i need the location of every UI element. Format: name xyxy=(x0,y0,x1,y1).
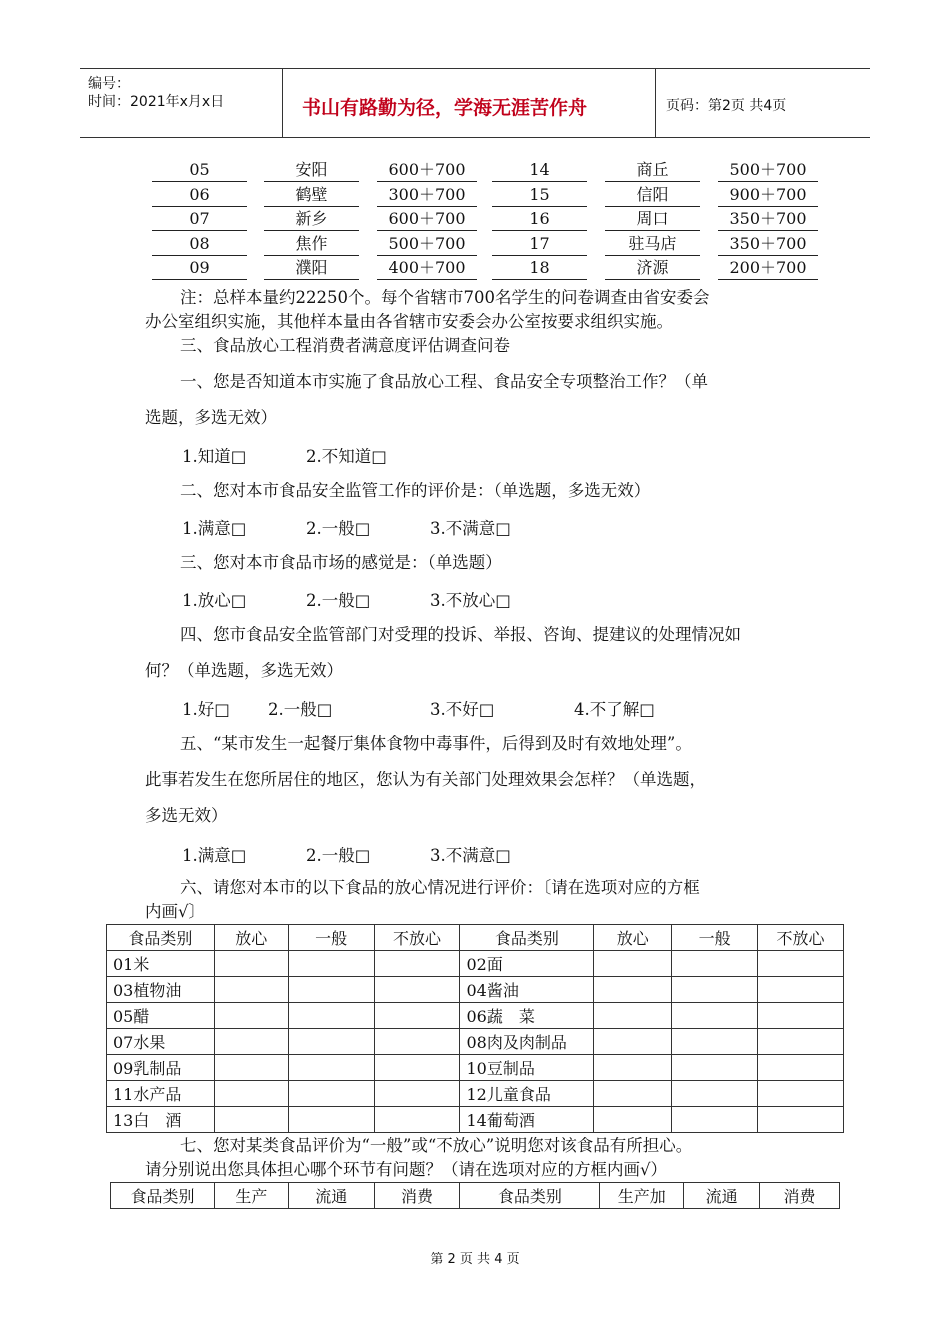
rating-checkbox-cell[interactable] xyxy=(214,1029,288,1055)
food-category-label: 08肉及肉制品 xyxy=(460,1029,594,1055)
q5-text-line3: 多选无效） xyxy=(145,806,228,825)
region-cell-no-a: 07 xyxy=(152,208,247,231)
rating-checkbox-cell[interactable] xyxy=(214,1003,288,1029)
column-header: 流通 xyxy=(684,1183,760,1209)
q3-option-unassured[interactable]: 3.不放心□ xyxy=(430,591,511,610)
rating-checkbox-cell[interactable] xyxy=(214,951,288,977)
rating-checkbox-cell[interactable] xyxy=(288,1029,374,1055)
region-cell-no-a: 06 xyxy=(152,184,247,207)
q3-text: 三、您对本市食品市场的感觉是：（单选题） xyxy=(180,553,502,572)
column-header: 不放心 xyxy=(758,925,844,951)
rating-checkbox-cell[interactable] xyxy=(672,1081,758,1107)
rating-checkbox-cell[interactable] xyxy=(594,977,672,1003)
food-category-label: 05醋 xyxy=(107,1003,215,1029)
q2-option-satisfied[interactable]: 1.满意□ xyxy=(182,519,247,538)
q3-option-average[interactable]: 2.一般□ xyxy=(306,591,371,610)
region-cell-n-a: 600＋700 xyxy=(377,208,477,231)
rating-checkbox-cell[interactable] xyxy=(758,1081,844,1107)
q4-option-good[interactable]: 1.好□ xyxy=(182,700,230,719)
region-cell-city-a: 安阳 xyxy=(264,159,359,182)
region-cell-n-b: 900＋700 xyxy=(718,184,818,207)
q3-option-assured[interactable]: 1.放心□ xyxy=(182,591,247,610)
rating-checkbox-cell[interactable] xyxy=(214,977,288,1003)
column-header: 不放心 xyxy=(374,925,460,951)
column-header: 食品类别 xyxy=(460,1183,600,1209)
q4-option-bad[interactable]: 3.不好□ xyxy=(430,700,495,719)
region-cell-city-b: 商丘 xyxy=(605,159,700,182)
q6-text-line1: 六、请您对本市的以下食品的放心情况进行评价：〔请在选项对应的方框 xyxy=(180,878,700,897)
region-cell-no-b: 18 xyxy=(492,257,587,280)
food-category-label: 11水产品 xyxy=(107,1081,215,1107)
table-row xyxy=(107,977,844,1003)
header-divider xyxy=(282,69,283,137)
region-cell-no-b: 16 xyxy=(492,208,587,231)
q4-option-unknown[interactable]: 4.不了解□ xyxy=(574,700,655,719)
column-header: 一般 xyxy=(288,925,374,951)
region-cell-n-a: 500＋700 xyxy=(377,233,477,256)
food-category-label: 04酱油 xyxy=(460,977,594,1003)
table-row xyxy=(107,1081,844,1107)
region-cell-no-a: 09 xyxy=(152,257,247,280)
rating-checkbox-cell[interactable] xyxy=(288,1107,374,1133)
region-cell-city-a: 鹤壁 xyxy=(264,184,359,207)
food-category-label: 02面 xyxy=(460,951,594,977)
region-cell-city-b: 驻马店 xyxy=(605,233,700,256)
table-row xyxy=(107,1055,844,1081)
region-cell-city-a: 焦作 xyxy=(264,233,359,256)
food-category-label: 03植物油 xyxy=(107,977,215,1003)
header-motto: 书山有路勤为径，学海无涯苦作舟 xyxy=(302,97,588,119)
concern-stage-table xyxy=(110,1182,840,1209)
rating-checkbox-cell[interactable] xyxy=(758,951,844,977)
table-row xyxy=(107,951,844,977)
rating-checkbox-cell[interactable] xyxy=(672,1029,758,1055)
column-header: 生产加 xyxy=(600,1183,684,1209)
column-header: 食品类别 xyxy=(111,1183,215,1209)
rating-checkbox-cell[interactable] xyxy=(594,1055,672,1081)
rating-checkbox-cell[interactable] xyxy=(672,1107,758,1133)
q2-option-average[interactable]: 2.一般□ xyxy=(306,519,371,538)
table-header-row xyxy=(107,925,844,951)
q2-option-unsatisfied[interactable]: 3.不满意□ xyxy=(430,519,511,538)
rating-checkbox-cell[interactable] xyxy=(288,977,374,1003)
food-category-label: 09乳制品 xyxy=(107,1055,215,1081)
table-row xyxy=(107,1029,844,1055)
q2-text: 二、您对本市食品安全监管工作的评价是：（单选题，多选无效） xyxy=(180,481,651,500)
region-cell-n-b: 350＋700 xyxy=(718,233,818,256)
rating-checkbox-cell[interactable] xyxy=(288,1055,374,1081)
rating-checkbox-cell[interactable] xyxy=(594,951,672,977)
q5-option-average[interactable]: 2.一般□ xyxy=(306,846,371,865)
column-header: 放心 xyxy=(214,925,288,951)
q1-option-not-know[interactable]: 2.不知道□ xyxy=(306,447,387,466)
region-cell-no-a: 08 xyxy=(152,233,247,256)
rating-checkbox-cell[interactable] xyxy=(672,1003,758,1029)
food-category-label: 14葡萄酒 xyxy=(460,1107,594,1133)
region-cell-n-b: 200＋700 xyxy=(718,257,818,280)
rating-checkbox-cell[interactable] xyxy=(758,1055,844,1081)
rating-checkbox-cell[interactable] xyxy=(374,951,460,977)
section-title: 三、食品放心工程消费者满意度评估调查问卷 xyxy=(180,336,510,355)
table-row xyxy=(107,1003,844,1029)
table-header-row xyxy=(111,1183,840,1209)
food-category-label: 13白 酒 xyxy=(107,1107,215,1133)
rating-checkbox-cell[interactable] xyxy=(594,1003,672,1029)
q5-option-unsatisfied[interactable]: 3.不满意□ xyxy=(430,846,511,865)
food-category-label: 10豆制品 xyxy=(460,1055,594,1081)
sample-note-line1: 注：总样本量约22250个。每个省辖市700名学生的问卷调查由省安委会 xyxy=(180,288,710,307)
rating-checkbox-cell[interactable] xyxy=(288,951,374,977)
region-cell-n-a: 300＋700 xyxy=(377,184,477,207)
rating-checkbox-cell[interactable] xyxy=(594,1081,672,1107)
region-cell-no-a: 05 xyxy=(152,159,247,182)
rating-checkbox-cell[interactable] xyxy=(374,1107,460,1133)
region-cell-n-b: 500＋700 xyxy=(718,159,818,182)
q1-option-know[interactable]: 1.知道□ xyxy=(182,447,247,466)
q7-text-line1: 七、您对某类食品评价为“一般”或“不放心”说明您对该食品有所担心。 xyxy=(180,1136,693,1155)
q7-text-line2: 请分别说出您具体担心哪个环节有问题？（请在选项对应的方框内画√） xyxy=(145,1160,668,1179)
rating-checkbox-cell[interactable] xyxy=(594,1029,672,1055)
q5-option-satisfied[interactable]: 1.满意□ xyxy=(182,846,247,865)
rating-checkbox-cell[interactable] xyxy=(374,1081,460,1107)
header-divider xyxy=(655,69,656,137)
column-header: 消费 xyxy=(760,1183,840,1209)
q4-option-average[interactable]: 2.一般□ xyxy=(268,700,333,719)
region-cell-n-b: 350＋700 xyxy=(718,208,818,231)
page-indicator: 页码：第2页 共4页 xyxy=(666,98,787,114)
q4-text-line1: 四、您市食品安全监管部门对受理的投诉、举报、咨询、提建议的处理情况如 xyxy=(180,625,741,644)
rating-checkbox-cell[interactable] xyxy=(374,1055,460,1081)
column-header: 生产 xyxy=(214,1183,288,1209)
food-category-label: 01米 xyxy=(107,951,215,977)
rating-checkbox-cell[interactable] xyxy=(672,977,758,1003)
q4-text-line2: 何？（单选题，多选无效） xyxy=(145,661,343,680)
rating-checkbox-cell[interactable] xyxy=(214,1081,288,1107)
region-cell-no-b: 14 xyxy=(492,159,587,182)
food-category-label: 07水果 xyxy=(107,1029,215,1055)
column-header: 食品类别 xyxy=(460,925,594,951)
rating-checkbox-cell[interactable] xyxy=(758,977,844,1003)
q5-text-line1: 五、“某市发生一起餐厅集体食物中毒事件，后得到及时有效地处理”。 xyxy=(180,734,692,753)
table-row xyxy=(107,1107,844,1133)
food-rating-table xyxy=(106,924,844,1133)
date-text: 时间：2021年x月x日 xyxy=(88,94,225,110)
region-cell-no-b: 17 xyxy=(492,233,587,256)
rating-checkbox-cell[interactable] xyxy=(374,1003,460,1029)
column-header: 消费 xyxy=(374,1183,460,1209)
food-category-label: 12儿童食品 xyxy=(460,1081,594,1107)
column-header: 一般 xyxy=(672,925,758,951)
rating-checkbox-cell[interactable] xyxy=(672,1055,758,1081)
rating-checkbox-cell[interactable] xyxy=(374,1029,460,1055)
q1-text-line1: 一、您是否知道本市实施了食品放心工程、食品安全专项整治工作？（单 xyxy=(180,372,708,391)
sample-note-line2: 办公室组织实施，其他样本量由各省辖市安委会办公室按要求组织实施。 xyxy=(145,312,673,331)
food-category-label: 06蔬 菜 xyxy=(460,1003,594,1029)
rating-checkbox-cell[interactable] xyxy=(758,1029,844,1055)
region-cell-no-b: 15 xyxy=(492,184,587,207)
region-cell-city-b: 信阳 xyxy=(605,184,700,207)
rating-checkbox-cell[interactable] xyxy=(374,977,460,1003)
region-cell-n-a: 600＋700 xyxy=(377,159,477,182)
column-header: 流通 xyxy=(288,1183,374,1209)
rating-checkbox-cell[interactable] xyxy=(214,1055,288,1081)
region-cell-n-a: 400＋700 xyxy=(377,257,477,280)
rating-checkbox-cell[interactable] xyxy=(672,951,758,977)
q1-text-line2: 选题，多选无效） xyxy=(145,408,277,427)
rating-checkbox-cell[interactable] xyxy=(758,1003,844,1029)
region-cell-city-a: 新乡 xyxy=(264,208,359,231)
rating-checkbox-cell[interactable] xyxy=(758,1107,844,1133)
region-cell-city-b: 济源 xyxy=(605,257,700,280)
column-header: 放心 xyxy=(594,925,672,951)
q5-text-line2: 此事若发生在您所居住的地区，您认为有关部门处理效果会怎样？（单选题， xyxy=(145,770,706,789)
page-footer: 第 2 页 共 4 页 xyxy=(430,1252,520,1267)
q6-text-line2: 内画√〕 xyxy=(145,902,206,921)
rating-checkbox-cell[interactable] xyxy=(288,1081,374,1107)
rating-checkbox-cell[interactable] xyxy=(214,1107,288,1133)
column-header: 食品类别 xyxy=(107,925,215,951)
rating-checkbox-cell[interactable] xyxy=(288,1003,374,1029)
rating-checkbox-cell[interactable] xyxy=(594,1107,672,1133)
region-cell-city-b: 周口 xyxy=(605,208,700,231)
page-header xyxy=(80,68,870,138)
serial-label: 编号： xyxy=(88,76,130,92)
region-cell-city-a: 濮阳 xyxy=(264,257,359,280)
